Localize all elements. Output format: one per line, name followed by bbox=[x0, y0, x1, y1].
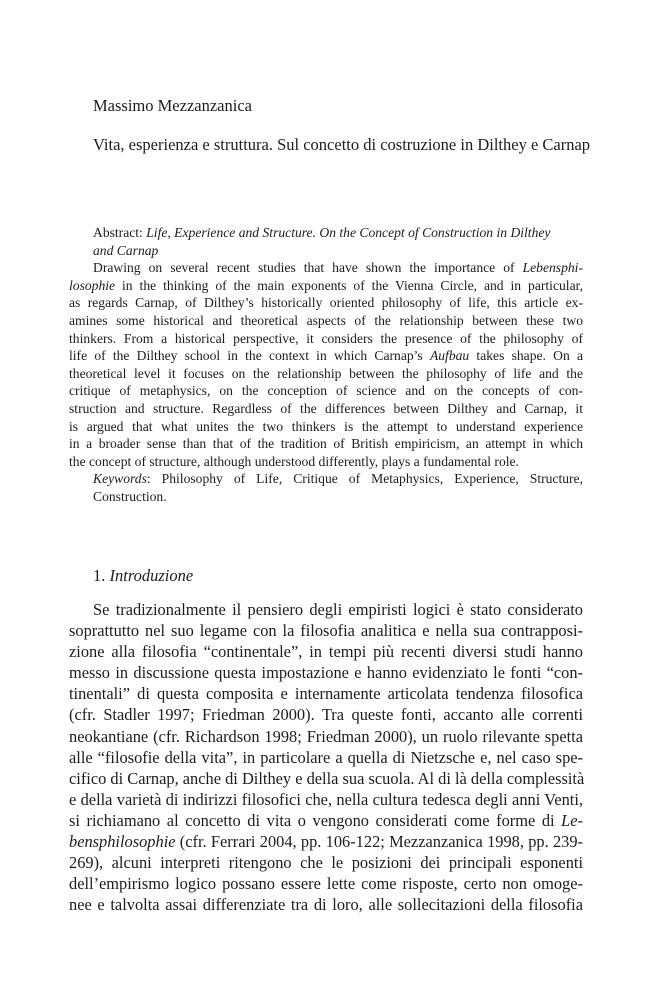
body-line bbox=[69, 747, 583, 768]
text-segment: tinentali” di questa composita e internamente articolata tendenza filosofica bbox=[69, 684, 583, 704]
text-segment: e della varietà di indirizzi filosofici che, nella cultura tedesca degli anni Venti, bbox=[69, 789, 583, 809]
text-segment: neokantiane (cfr. Richardson 1998; Friedman 2000), un ruolo rilevante spetta bbox=[69, 726, 583, 746]
keywords-line-1 bbox=[69, 470, 583, 488]
text-segment: in the thinking of the main exponents of the Vienna Circle, and in particular, bbox=[115, 277, 583, 293]
article-title: Vita, esperienza e struttura. Sul concetto di costruzione in Dilthey e Carnap bbox=[93, 135, 591, 154]
section-number: 1. bbox=[93, 566, 110, 585]
abstract-english-title: Life, Experience and Structure. On the Concept of Construction in Dilthey bbox=[146, 225, 551, 240]
text-segment: Se tradizionalmente il pensiero degli empiristi logici è stato considerato bbox=[93, 600, 583, 619]
text-segment: cifico di Carnap, anche di Dilthey e della sua scuola. Al di là della complessità bbox=[69, 768, 585, 788]
abstract-line bbox=[69, 347, 583, 365]
text-segment: 269), alcuni interpreti ritengono che le posizioni dei principali esponenti bbox=[69, 853, 583, 873]
abstract-line bbox=[69, 400, 583, 418]
section-heading bbox=[93, 566, 193, 586]
text-segment: zione alla filosofia “continentale”, in tempi più recenti diversi studi hanno bbox=[69, 642, 583, 662]
text-segment: dell’empirismo logico possano essere lette come risposte, certo non omoge- bbox=[69, 874, 583, 894]
abstract-heading-line-1 bbox=[69, 224, 583, 242]
italic-text: Lebensphi- bbox=[522, 260, 583, 276]
text-segment: thinkers. From a historical perspective, it considers the presence of the philosophy of bbox=[69, 330, 583, 346]
text-segment: in a broader sense than that of the tradition of British empiricism, an attempt in which bbox=[69, 436, 583, 452]
italic-text: Le- bbox=[561, 810, 583, 830]
body-line bbox=[69, 768, 583, 789]
abstract-line bbox=[69, 453, 583, 471]
body-line bbox=[69, 831, 583, 852]
keywords-list: : Philosophy of Life, Critique of Metaphysics, Experience, Structure, bbox=[146, 471, 583, 487]
body-line bbox=[69, 873, 583, 894]
abstract bbox=[69, 224, 583, 506]
text-segment: as regards Carnap, of Dilthey’s historically oriented philosophy of life, this article ex- bbox=[69, 295, 583, 311]
body-line bbox=[69, 620, 583, 641]
text-segment: life of the Dilthey school in the context in which Carnap’s bbox=[69, 348, 430, 364]
body-line bbox=[69, 726, 583, 747]
abstract-line bbox=[69, 259, 583, 277]
text-segment: theoretical level it focuses on the relationship between the philosophy of life and the bbox=[69, 365, 583, 381]
keywords-list-cont: Construction. bbox=[93, 488, 167, 504]
body-line bbox=[69, 810, 583, 831]
text-segment: (cfr. Stadler 1997; Friedman 2000). Tra queste fonti, accanto alle correnti bbox=[69, 705, 583, 725]
text-segment: alle “filosofie della vita”, in particolare a quella di Nietzsche e, nel caso spe- bbox=[69, 747, 583, 767]
abstract-heading-line-2 bbox=[69, 242, 583, 260]
body-line bbox=[69, 852, 583, 873]
abstract-line bbox=[69, 382, 583, 400]
section-title: Introduzione bbox=[109, 566, 194, 585]
abstract-label: Abstract: bbox=[93, 225, 147, 240]
italic-text: Aufbau bbox=[429, 348, 470, 364]
abstract-line bbox=[69, 365, 583, 383]
body-line bbox=[69, 641, 583, 662]
text-segment: amines some historical and theoretical aspects of the relationship between these two bbox=[69, 312, 583, 328]
italic-text: losophie bbox=[69, 277, 116, 293]
body-line bbox=[69, 683, 583, 704]
text-segment: Drawing on several recent studies that have shown the importance of bbox=[93, 260, 523, 276]
abstract-line bbox=[69, 277, 583, 295]
body-line bbox=[69, 662, 583, 683]
text-segment: messo in discussione questa impostazione e hanno evidenziato le fonti “con- bbox=[69, 663, 583, 683]
text-segment: is argued that what unites the two thinkers is the attempt to understand experience bbox=[69, 418, 583, 434]
text-segment: si richiamano al concetto di vita o vengono considerati come forme di bbox=[69, 810, 562, 830]
abstract-line bbox=[69, 418, 583, 436]
text-segment: soprattutto nel suo legame con la filosofia analitica e nella sua contrapposi- bbox=[69, 621, 583, 641]
abstract-line bbox=[69, 435, 583, 453]
text-segment: takes shape. On a bbox=[469, 348, 583, 364]
author-name: Massimo Mezzanzanica bbox=[93, 96, 252, 115]
italic-text: bensphilosophie bbox=[69, 832, 176, 852]
body-text bbox=[69, 599, 583, 915]
abstract-line bbox=[69, 330, 583, 348]
body-line bbox=[69, 599, 583, 620]
body-line bbox=[69, 704, 583, 725]
keywords-label: Keywords bbox=[93, 471, 147, 487]
body-line bbox=[69, 894, 583, 915]
text-segment: the concept of structure, although understood differently, plays a fundamental role. bbox=[69, 453, 519, 469]
body-line bbox=[69, 789, 583, 810]
text-segment: nee e talvolta assai differenziate tra di loro, alle sollecitazioni della filosofia bbox=[69, 895, 583, 915]
abstract-line bbox=[69, 294, 583, 312]
text-segment: struction and structure. Regardless of the differences between Dilthey and Carnap, it bbox=[69, 400, 583, 416]
keywords-line-2 bbox=[69, 488, 583, 506]
abstract-text bbox=[69, 259, 583, 470]
abstract-line bbox=[69, 312, 583, 330]
text-segment: (cfr. Ferrari 2004, pp. 106-122; Mezzanzanica 1998, pp. 239- bbox=[175, 832, 583, 852]
text-segment: critique of metaphysics, on the conception of science and on the concepts of con- bbox=[69, 383, 583, 399]
abstract-english-title-cont: and Carnap bbox=[93, 242, 159, 258]
